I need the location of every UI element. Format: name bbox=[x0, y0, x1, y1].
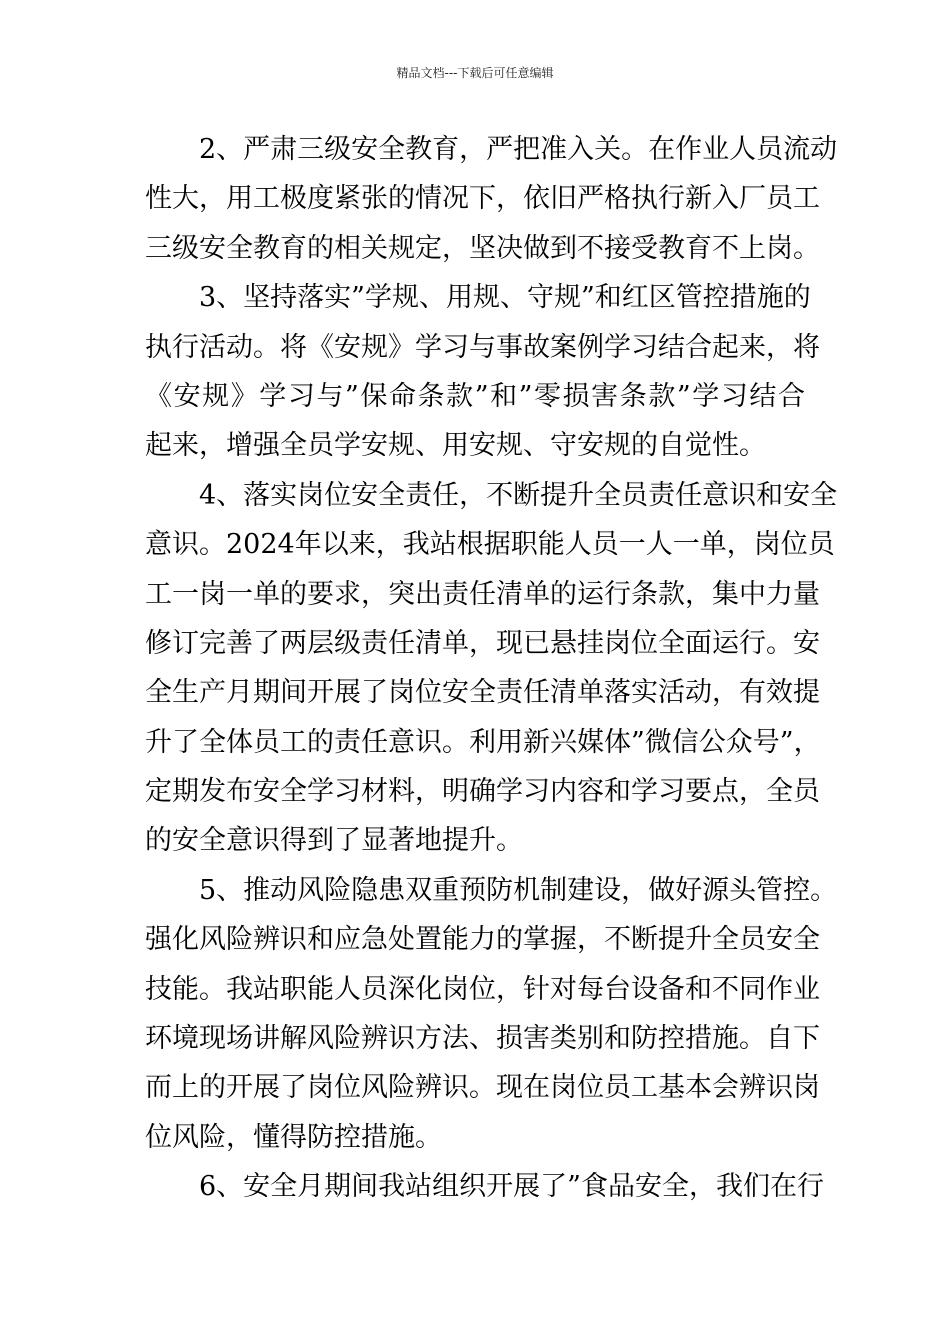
paragraph-3 bbox=[145, 273, 820, 471]
text-line: 环境现场讲解风险辨识方法、损害类别和防控措施。自下 bbox=[145, 1023, 820, 1055]
text-line: 修订完善了两层级责任清单，现已悬挂岗位全面运行。安 bbox=[145, 627, 820, 659]
text-line: 性大，用工极度紧张的情况下，依旧严格执行新入厂员工 bbox=[145, 183, 820, 215]
text-line: 三级安全教育的相关规定，坚决做到不接受教育不上岗。 bbox=[145, 232, 820, 264]
text-line: 工一岗一单的要求，突出责任清单的运行条款，集中力量 bbox=[145, 578, 820, 610]
text-line: 《安规》学习与”保命条款”和”零损害条款”学习结合 bbox=[145, 380, 805, 412]
paragraph-6 bbox=[145, 1162, 824, 1211]
text-line: 意识。2024年以来，我站根据职能人员一人一单，岗位员 bbox=[145, 529, 835, 561]
text-line: 位风险，懂得防控措施。 bbox=[145, 1121, 442, 1153]
paragraph-5 bbox=[145, 866, 838, 1162]
text-line: 6、安全月期间我站组织开展了”食品安全，我们在行 bbox=[199, 1171, 824, 1203]
text-line: 5、推动风险隐患双重预防机制建设，做好源头管控。 bbox=[199, 874, 838, 906]
document-body bbox=[145, 125, 838, 1212]
text-line: 的安全意识得到了显著地提升。 bbox=[145, 825, 523, 857]
text-line: 升了全体员工的责任意识。利用新兴媒体”微信公众号”， bbox=[145, 726, 821, 758]
paragraph-4 bbox=[145, 471, 838, 866]
text-line: 执行活动。将《安规》学习与事故案例学习结合起来，将 bbox=[145, 331, 820, 363]
text-line: 3、坚持落实”学规、用规、守规”和红区管控措施的 bbox=[199, 282, 811, 314]
text-line: 2、严肃三级安全教育，严把准入关。在作业人员流动 bbox=[199, 134, 838, 165]
text-line: 而上的开展了岗位风险辨识。现在岗位员工基本会辨识岗 bbox=[145, 1072, 820, 1104]
text-line: 技能。我站职能人员深化岗位，针对每台设备和不同作业 bbox=[145, 973, 820, 1005]
page-header: 精品文档---下载后可任意编辑 bbox=[396, 66, 554, 80]
text-line: 强化风险辨识和应急处置能力的掌握，不断提升全员安全 bbox=[145, 924, 820, 956]
text-line: 起来，增强全员学安规、用安规、守安规的自觉性。 bbox=[145, 430, 766, 462]
text-line: 全生产月期间开展了岗位安全责任清单落实活动，有效提 bbox=[145, 677, 820, 709]
text-line: 4、落实岗位安全责任，不断提升全员责任意识和安全 bbox=[199, 479, 838, 511]
text-line: 定期发布安全学习材料，明确学习内容和学习要点，全员 bbox=[145, 776, 820, 808]
paragraph-2 bbox=[145, 125, 838, 273]
